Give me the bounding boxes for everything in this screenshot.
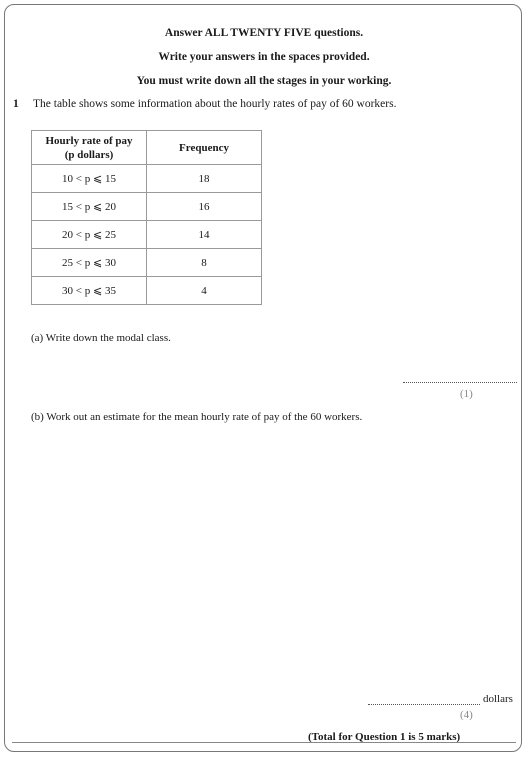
class-interval-cell: 20 < p ⩽ 25 (32, 221, 147, 249)
class-interval-cell: 15 < p ⩽ 20 (32, 193, 147, 221)
class-interval-cell: 30 < p ⩽ 35 (32, 277, 147, 305)
part-b-marks: (4) (460, 709, 473, 721)
table-row (32, 193, 262, 221)
frequency-table (31, 130, 262, 305)
table-row (32, 249, 262, 277)
header-hourly-rate-line1: Hourly rate of pay (45, 134, 133, 147)
class-interval-cell: 10 < p ⩽ 15 (32, 165, 147, 193)
part-a-text: (a) Write down the modal class. (31, 332, 171, 344)
part-b-text: (b) Work out an estimate for the mean hourly rate of pay of the 60 workers. (31, 411, 363, 423)
part-b-answer-line[interactable] (368, 704, 480, 705)
page-frame (4, 4, 522, 752)
instruction-line-1: Answer ALL TWENTY FIVE questions. (164, 27, 364, 39)
instruction-line-3: You must write down all the stages in your working. (136, 75, 392, 87)
table-header-row (32, 131, 262, 165)
question-number: 1 (13, 98, 19, 110)
frequency-cell: 4 (147, 277, 262, 305)
frequency-cell: 18 (147, 165, 262, 193)
frequency-cell: 8 (147, 249, 262, 277)
table-row (32, 221, 262, 249)
part-a-answer-line[interactable] (403, 382, 517, 383)
frequency-cell: 14 (147, 221, 262, 249)
question-text: The table shows some information about the hourly rates of pay of 60 workers. (33, 98, 397, 110)
table-row (32, 277, 262, 305)
table-row (32, 165, 262, 193)
frequency-cell: 16 (147, 193, 262, 221)
instruction-line-2: Write your answers in the spaces provided. (158, 51, 370, 63)
footer-rule (12, 742, 516, 743)
class-interval-cell: 25 < p ⩽ 30 (32, 249, 147, 277)
header-hourly-rate-line2: (p dollars) (64, 148, 114, 161)
question-total: (Total for Question 1 is 5 marks) (308, 731, 461, 743)
part-a-marks: (1) (460, 388, 473, 400)
header-hourly-rate (32, 131, 147, 165)
header-frequency: Frequency (147, 131, 262, 165)
part-b-unit: dollars (483, 693, 513, 705)
